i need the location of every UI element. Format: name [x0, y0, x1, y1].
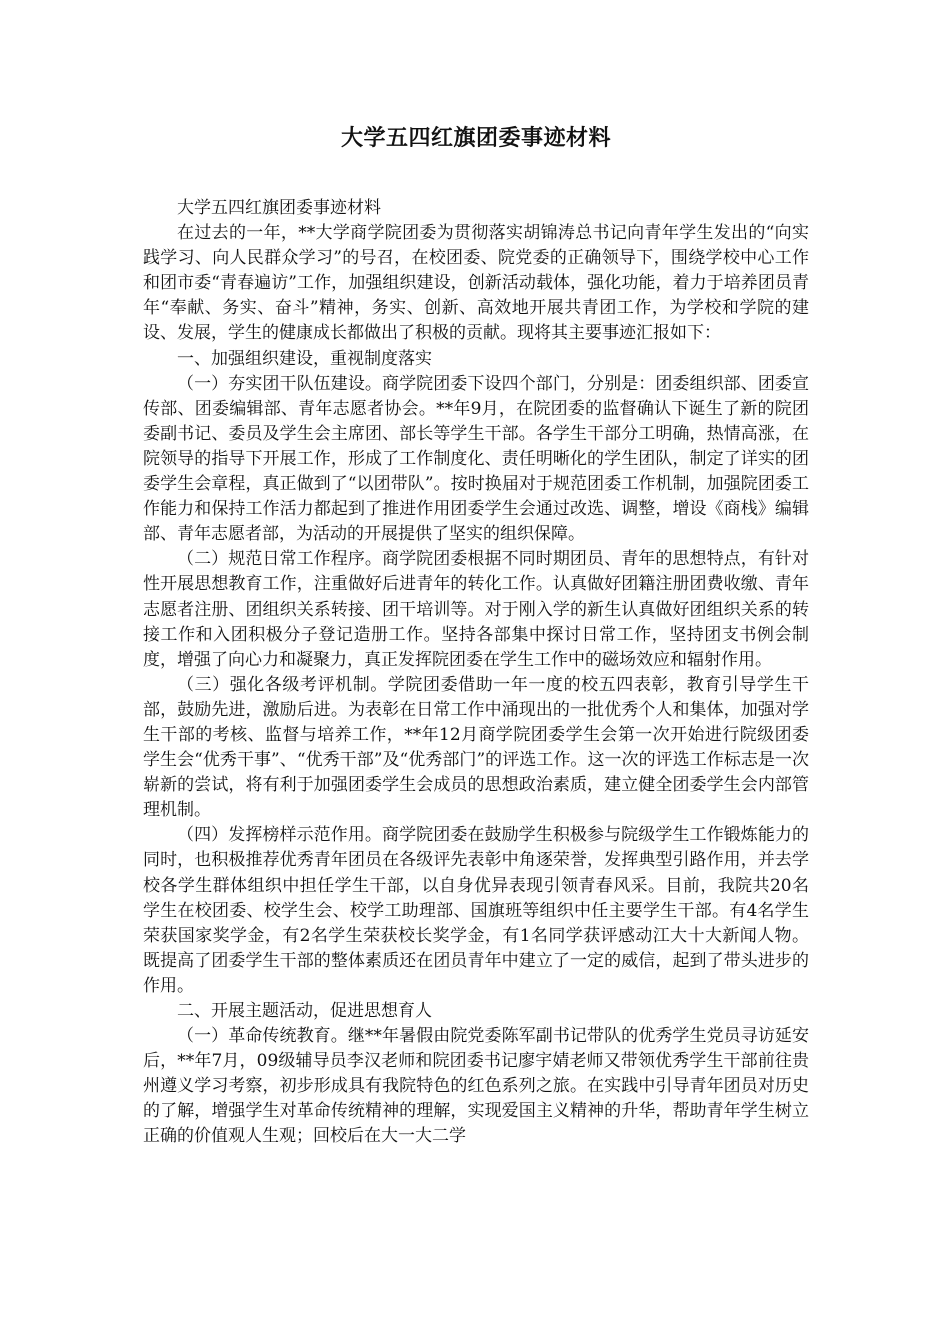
subtitle-paragraph: 大学五四红旗团委事迹材料 — [177, 198, 381, 218]
document-title: 大学五四红旗团委事迹材料 — [340, 125, 611, 151]
document-page — [143, 118, 809, 1150]
paragraph-2-1: （一）革命传统教育。继**年暑假由院党委陈军副书记带队的优秀学生党员寻访延安后，**年7月，09级辅导员李汉老师和院团委书记廖宇婧老师又带领优秀学生干部前往贵州遵义学习考察，初步形成具有我院特色的红色系列之旅。在实践中引导青年团员对历史的了解，增强学生对革命传统精神的理解，实现爱国主义精神的升华，帮助青年学生树立正确的价值观人生观；回校后在大一大二学 — [143, 1026, 809, 1147]
paragraph-1-4: （四）发挥榜样示范作用。商学院团委在鼓励学生积极参与院级学生工作锻炼能力的同时，也积极推荐优秀青年团员在各级评先表彰中角逐荣誉，发挥典型引路作用，并去学校各学生群体组织中担任学生干部，以自身优异表现引领青春风采。目前，我院共20名学生在校团委、校学生会、校学工助理部、国旗班等组织中任主要学生干部。有4名学生荣获国家奖学金，有2名学生荣获校长奖学金，有1名同学获评感动江大十大新闻人物。既提高了团委学生干部的整体素质还在团员青年中建立了一定的威信，起到了带头进步的作用。 — [143, 825, 809, 996]
document-body — [143, 196, 809, 1150]
paragraph-1-2: （二）规范日常工作程序。商学院团委根据不同时期团员、青年的思想特点，有针对性开展思想教育工作，注重做好后进青年的转化工作。认真做好团籍注册团费收缴、青年志愿者注册、团组织关系转接、团干培训等。对于刚入学的新生认真做好团组织关系的转接工作和入团积极分子登记造册工作。坚持各部集中探讨日常工作，坚持团支书例会制度，增强了向心力和凝聚力，真正发挥院团委在学生工作中的磁场效应和辐射作用。 — [143, 549, 809, 670]
section-heading-1: 一、加强组织建设，重视制度落实 — [177, 348, 432, 369]
intro-paragraph: 在过去的一年，**大学商学院团委为贯彻落实胡锦涛总书记向青年学生发出的“向实践学习、向人民群众学习”的号召，在校团委、院党委的正确领导下，围绕学校中心工作和团市委“青春遍访”工作，加强组织建设，创新活动载体，强化功能，着力于培养团员青年“奉献、务实、奋斗”精神，务实、创新、高效地开展共青团工作，为学校和学院的建设、发展，学生的健康成长都做出了积极的贡献。现将其主要事迹汇报如下： — [143, 223, 809, 344]
paragraph-1-1: （一）夯实团干队伍建设。商学院团委下设四个部门，分别是：团委组织部、团委宣传部、团委编辑部、青年志愿者协会。**年9月，在院团委的监督确认下诞生了新的院团委副书记、委员及学生会主席团、部长等学生干部。各学生干部分工明确，热情高涨，在院领导的指导下开展工作，形成了工作制度化、责任明晰化的学生团队，制定了详实的团委学生会章程，真正做到了“以团带队”。按时换届对于规范团委工作机制，加强院团委工作能力和保持工作活力都起到了推进作用团委学生会通过改选、调整，增设《商栈》编辑部、青年志愿者部，为活动的开展提供了坚实的组织保障。 — [143, 373, 809, 545]
paragraph-1-3: （三）强化各级考评机制。学院团委借助一年一度的校五四表彰，教育引导学生干部，鼓励先进，激励后进。为表彰在日常工作中涌现出的一批优秀个人和集体，加强对学生干部的考核、监督与培养工作，**年12月商学院团委学生会第一次开始进行院级团委学生会“优秀干事”、“优秀干部”及“优秀部门”的评选工作。这一次的评选工作标志是一次崭新的尝试，将有利于加强团委学生会成员的思想政治素质，建立健全团委学生会内部管理机制。 — [143, 674, 809, 821]
section-heading-2: 二、开展主题活动，促进思想育人 — [177, 1001, 432, 1021]
